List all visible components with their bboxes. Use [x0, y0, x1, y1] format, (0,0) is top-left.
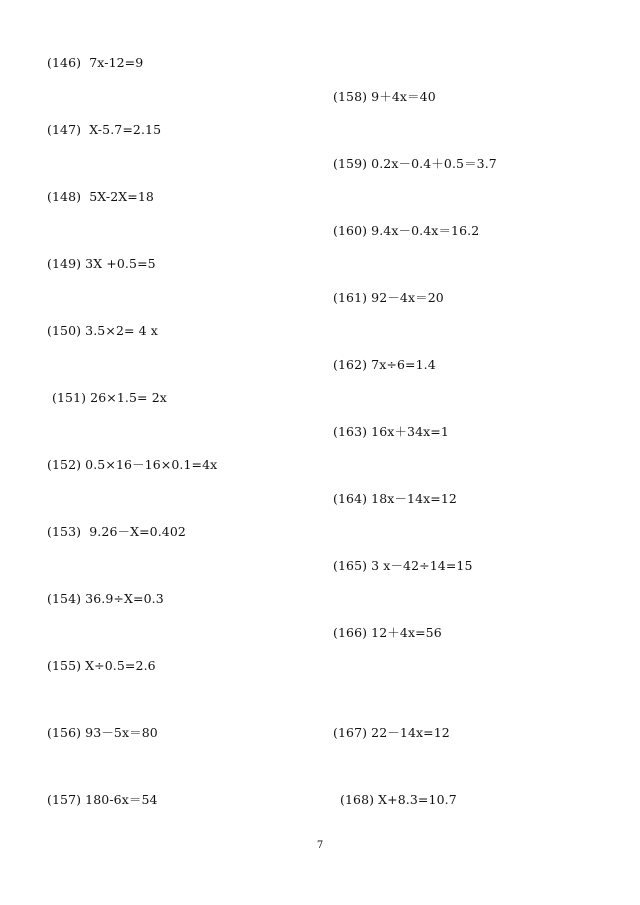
problem-155: (155) X÷0.5=2.6 [47, 658, 156, 673]
problem-152: (152) 0.5×16－16×0.1=4x [47, 457, 218, 472]
problem-156: (156) 93－5x＝80 [47, 725, 158, 740]
problem-148: (148) 5X-2X=18 [47, 189, 154, 204]
problem-164: (164) 18x－14x=12 [333, 491, 457, 506]
problem-147: (147) X-5.7=2.15 [47, 122, 162, 137]
problem-153: (153) 9.26－X=0.402 [47, 524, 186, 539]
problem-166: (166) 12＋4x=56 [333, 625, 442, 640]
problem-159: (159) 0.2x－0.4＋0.5＝3.7 [333, 156, 497, 171]
problem-157: (157) 180-6x＝54 [47, 792, 158, 807]
problem-160: (160) 9.4x－0.4x＝16.2 [333, 223, 480, 238]
problem-167: (167) 22－14x=12 [333, 725, 450, 740]
problem-168: (168) X+8.3=10.7 [340, 792, 457, 807]
problem-161: (161) 92－4x＝20 [333, 290, 444, 305]
problem-150: (150) 3.5×2= 4 x [47, 323, 158, 338]
problem-163: (163) 16x＋34x=1 [333, 424, 449, 439]
problem-165: (165) 3 x－42÷14=15 [333, 558, 473, 573]
problem-158: (158) 9＋4x＝40 [333, 89, 436, 104]
problem-154: (154) 36.9÷X=0.3 [47, 591, 164, 606]
problem-146: (146) 7x-12=9 [47, 55, 144, 70]
page-number: 7 [316, 840, 324, 851]
problem-151: (151) 26×1.5= 2x [52, 390, 167, 405]
problem-149: (149) 3X +0.5=5 [47, 256, 156, 271]
problem-162: (162) 7x÷6=1.4 [333, 357, 436, 372]
